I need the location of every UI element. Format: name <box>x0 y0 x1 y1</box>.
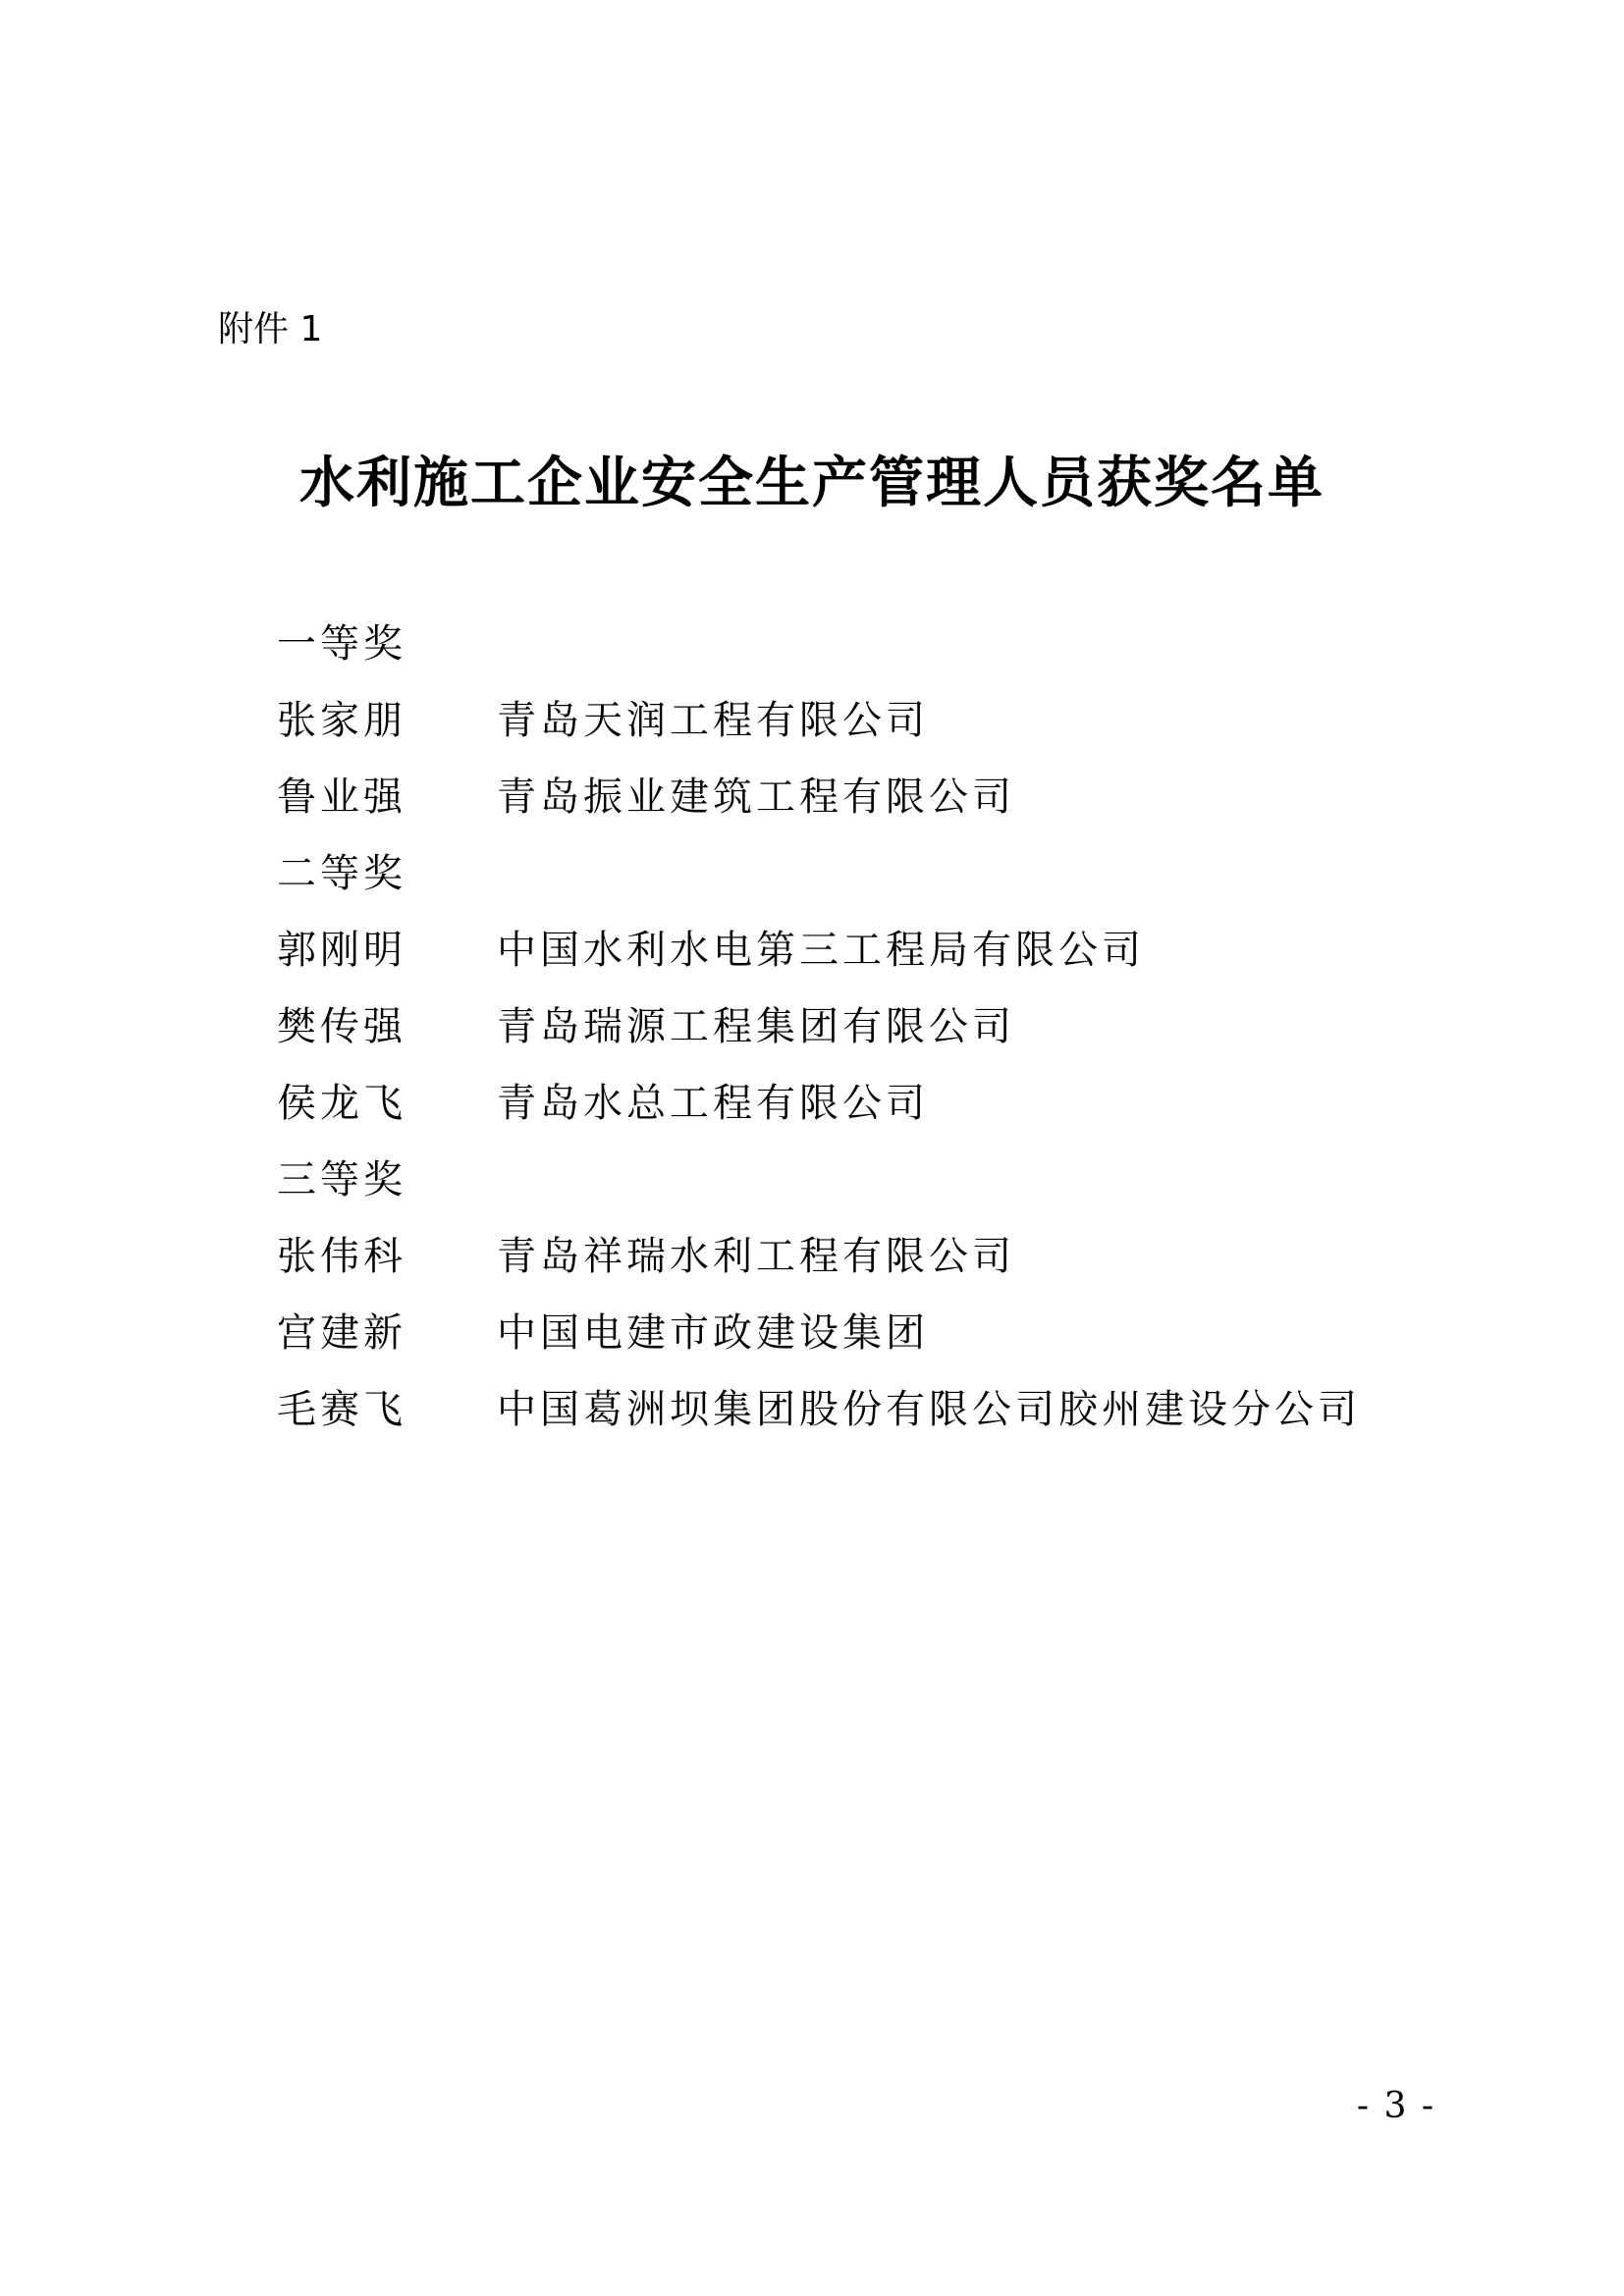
award-level-heading <box>277 1142 1455 1218</box>
winner-row <box>277 912 1455 988</box>
winner-row <box>277 1371 1455 1448</box>
winner-name: 郭刚明 <box>277 928 406 973</box>
winner-company: 青岛天润工程有限公司 <box>497 698 929 743</box>
winner-row <box>277 682 1455 759</box>
award-level-label: 二等奖 <box>277 851 406 896</box>
attachment-label: 附件 1 <box>218 309 323 349</box>
winner-name: 张家朋 <box>277 698 406 743</box>
winner-row <box>277 759 1455 835</box>
winner-name: 鲁业强 <box>277 774 406 820</box>
winner-name: 张伟科 <box>277 1234 406 1279</box>
winner-name: 宫建新 <box>277 1310 406 1356</box>
winner-row <box>277 1295 1455 1371</box>
winner-row <box>277 988 1455 1065</box>
winner-company: 青岛水总工程有限公司 <box>497 1081 929 1126</box>
award-level-label: 一等奖 <box>277 621 406 667</box>
winner-name: 毛赛飞 <box>277 1387 406 1432</box>
page-number: - 3 - <box>1356 2086 1435 2126</box>
award-list <box>277 606 1455 1448</box>
winner-company: 青岛瑞源工程集团有限公司 <box>497 1004 1015 1049</box>
winner-company: 中国葛洲坝集团股份有限公司胶州建设分公司 <box>497 1387 1361 1432</box>
winner-company: 青岛振业建筑工程有限公司 <box>497 774 1015 820</box>
winner-name: 樊传强 <box>277 1004 406 1049</box>
winner-company: 中国水利水电第三工程局有限公司 <box>497 928 1145 973</box>
winner-company: 中国电建市政建设集团 <box>497 1310 929 1356</box>
document-title: 水利施工企业安全生产管理人员获奖名单 <box>299 452 1325 515</box>
winner-row <box>277 1065 1455 1142</box>
winner-company: 青岛祥瑞水利工程有限公司 <box>497 1234 1015 1279</box>
award-level-heading <box>277 835 1455 912</box>
winner-name: 侯龙飞 <box>277 1081 406 1126</box>
award-level-heading <box>277 606 1455 682</box>
award-level-label: 三等奖 <box>277 1157 406 1202</box>
winner-row <box>277 1218 1455 1295</box>
